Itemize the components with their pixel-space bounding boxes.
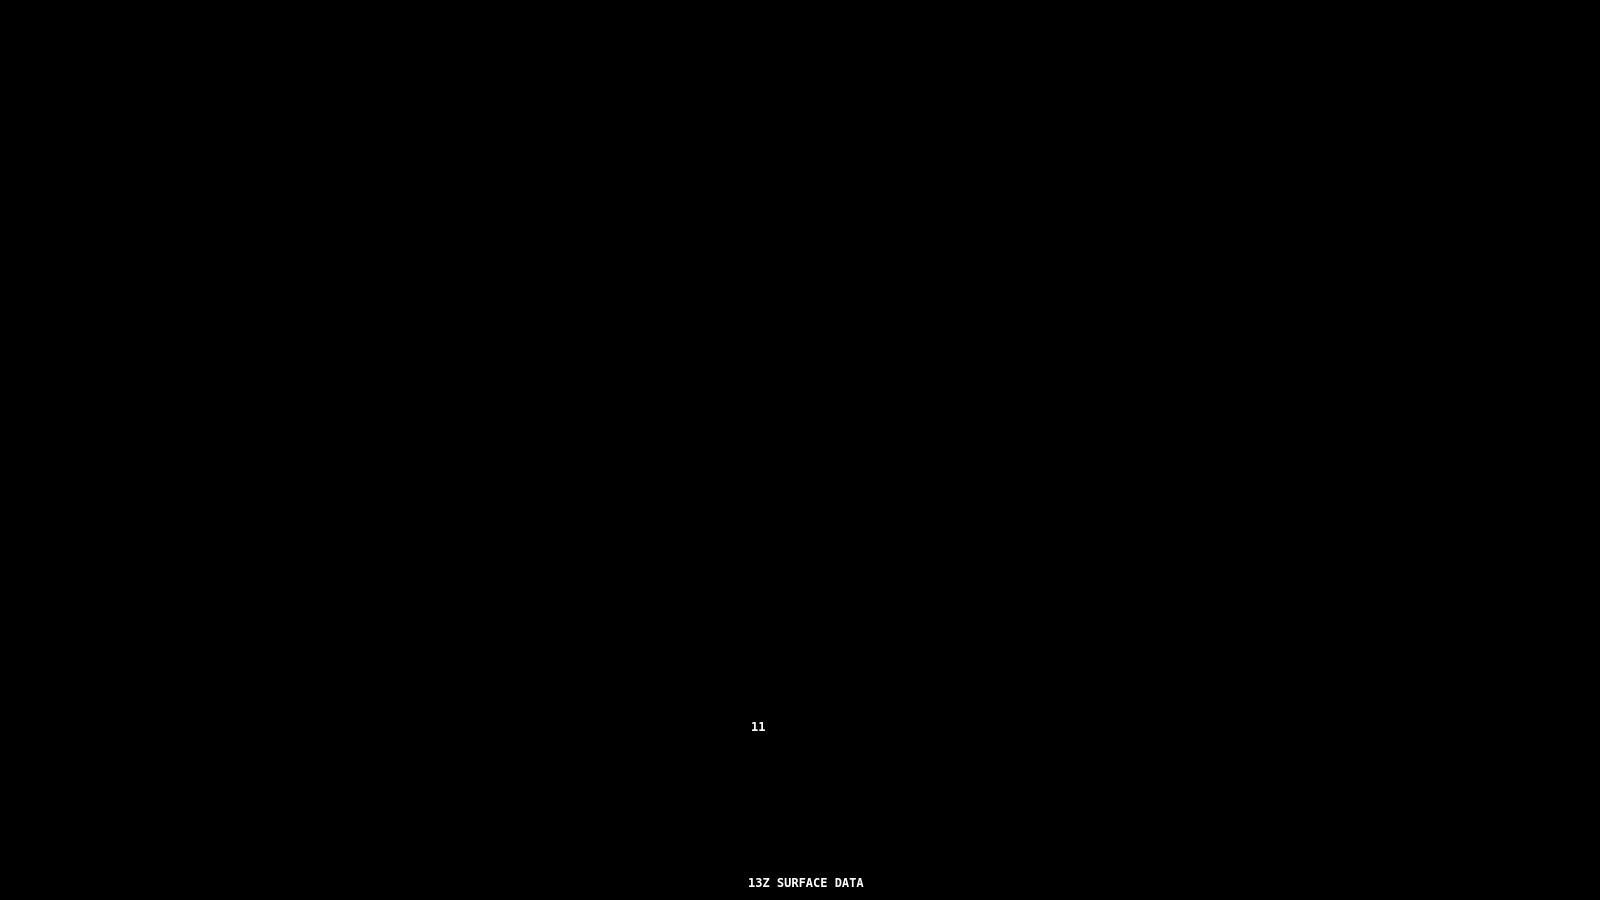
surface-data-caption: 13Z SURFACE DATA: [748, 876, 864, 890]
station-value: 11: [751, 720, 766, 734]
